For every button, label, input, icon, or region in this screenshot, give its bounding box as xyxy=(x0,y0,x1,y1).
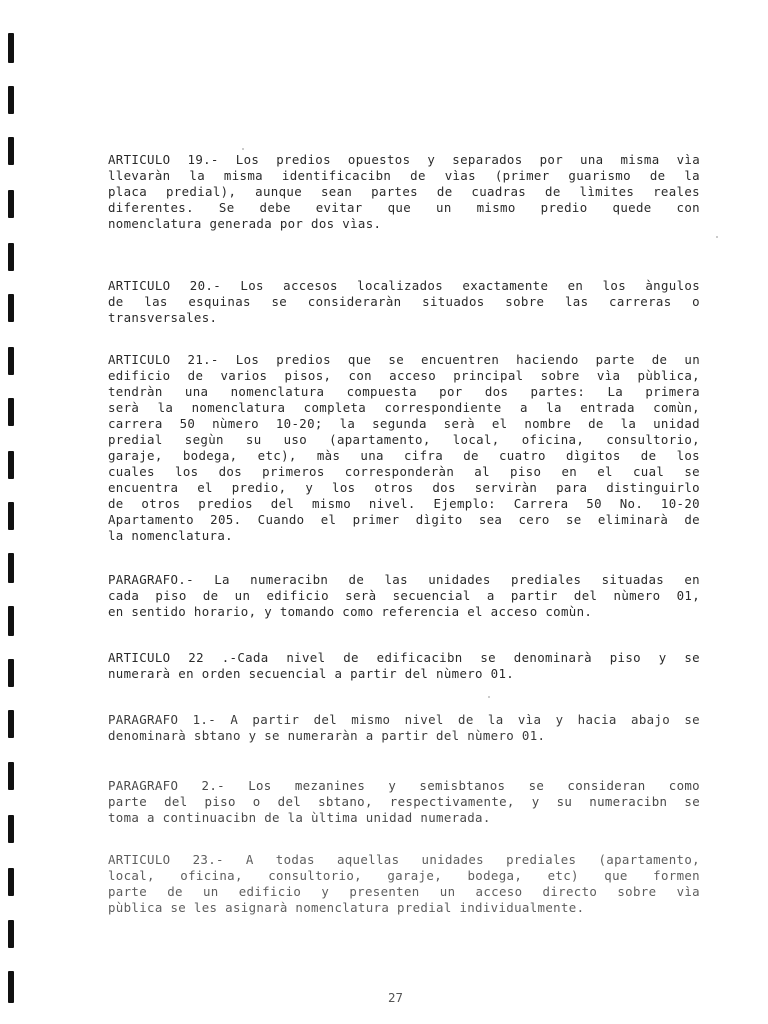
binder-mark xyxy=(8,347,14,375)
text-line: ARTICULO 22 .-Cada nivel de edificacibn se denominarà piso y se xyxy=(108,650,700,665)
text-line: pùblica se les asignarà nomenclatura predial individualmente. xyxy=(108,900,585,915)
text-line: parte del piso o del sbtano, respectivamente, y su numeracibn se xyxy=(108,794,700,809)
text-line: placa predial), aunque sean partes de cuadras de lìmites reales xyxy=(108,184,700,199)
binder-mark xyxy=(8,710,14,738)
text-line: numerarà en orden secuencial a partir del nùmero 01. xyxy=(108,666,515,681)
binder-mark xyxy=(8,33,14,63)
binder-mark xyxy=(8,190,14,218)
binder-mark xyxy=(8,868,14,896)
paragrafo-1-paragraph xyxy=(108,712,700,744)
page-number: 27 xyxy=(388,990,403,1005)
scan-speck xyxy=(716,236,718,238)
text-line: en sentido horario, y tomando como referencia el acceso comùn. xyxy=(108,604,593,619)
binder-mark xyxy=(8,451,14,479)
binder-mark xyxy=(8,86,14,114)
text-line: serà la nomenclatura completa correspondiente a la entrada comùn, xyxy=(108,400,700,415)
text-line: cuales los dos primeros corresponderàn al piso en el cual se xyxy=(108,464,700,479)
text-line: ARTICULO 21.- Los predios que se encuentren haciendo parte de un xyxy=(108,352,700,367)
text-line: la nomenclatura. xyxy=(108,528,233,543)
text-line: parte de un edificio y presenten un acceso directo sobre vìa xyxy=(108,884,700,899)
text-line: ARTICULO 23.- A todas aquellas unidades prediales (apartamento, xyxy=(108,852,700,867)
text-line: carrera 50 nùmero 10-20; la segunda serà el nombre de la unidad xyxy=(108,416,700,431)
binder-mark xyxy=(8,659,14,687)
articulo-21-paragraph xyxy=(108,352,700,544)
binder-mark xyxy=(8,398,14,426)
text-line: llevaràn la misma identificacibn de vìas (primer guarismo de la xyxy=(108,168,700,183)
binder-mark xyxy=(8,762,14,790)
text-line: encuentra el predio, y los otros dos serviràn para distinguirlo xyxy=(108,480,700,495)
text-line: local, oficina, consultorio, garaje, bodega, etc) que formen xyxy=(108,868,700,883)
text-line: transversales. xyxy=(108,310,218,325)
text-line: de otros predios del mismo nivel. Ejemplo: Carrera 50 No. 10-20 xyxy=(108,496,700,511)
text-line: ARTICULO 20.- Los accesos localizados exactamente en los àngulos xyxy=(108,278,700,293)
articulo-19-paragraph xyxy=(108,152,700,232)
scan-speck xyxy=(242,148,244,150)
binder-mark xyxy=(8,920,14,948)
paragrafo-2-paragraph xyxy=(108,778,700,826)
binder-mark xyxy=(8,502,14,530)
articulo-22-paragraph xyxy=(108,650,700,682)
text-line: denominarà sbtano y se numeraràn a partir del nùmero 01. xyxy=(108,728,546,743)
text-line: Apartamento 205. Cuando el primer dìgito sea cero se eliminarà de xyxy=(108,512,700,527)
text-line: edificio de varios pisos, con acceso principal sobre vìa pùblica, xyxy=(108,368,700,383)
text-line: tendràn una nomenclatura compuesta por dos partes: La primera xyxy=(108,384,700,399)
binder-mark xyxy=(8,553,14,583)
text-line: PARAGRAFO 1.- A partir del mismo nivel de la vìa y hacia abajo se xyxy=(108,712,700,727)
text-line: toma a continuacibn de la ùltima unidad numerada. xyxy=(108,810,491,825)
text-line: de las esquinas se consideraràn situados sobre las carreras o xyxy=(108,294,700,309)
scan-speck xyxy=(488,696,490,698)
binder-mark xyxy=(8,243,14,271)
text-line: cada piso de un edificio serà secuencial a partir del nùmero 01, xyxy=(108,588,700,603)
binder-mark xyxy=(8,971,14,1003)
text-line: PARAGRAFO.- La numeracibn de las unidades prediales situadas en xyxy=(108,572,700,587)
paragrafo-paragraph xyxy=(108,572,700,620)
text-line: nomenclatura generada por dos vìas. xyxy=(108,216,382,231)
binder-mark xyxy=(8,137,14,165)
articulo-23-paragraph xyxy=(108,852,700,916)
text-line: predial segùn su uso (apartamento, local, oficina, consultorio, xyxy=(108,432,700,447)
text-line: ARTICULO 19.- Los predios opuestos y separados por una misma vìa xyxy=(108,152,700,167)
text-line: PARAGRAFO 2.- Los mezanines y semisbtanos se consideran como xyxy=(108,778,700,793)
binder-mark xyxy=(8,294,14,322)
text-line: garaje, bodega, etc), màs una cifra de cuatro dìgitos de los xyxy=(108,448,700,463)
articulo-20-paragraph xyxy=(108,278,700,326)
binder-mark xyxy=(8,815,14,843)
text-line: diferentes. Se debe evitar que un mismo predio quede con xyxy=(108,200,700,215)
binder-mark xyxy=(8,606,14,636)
